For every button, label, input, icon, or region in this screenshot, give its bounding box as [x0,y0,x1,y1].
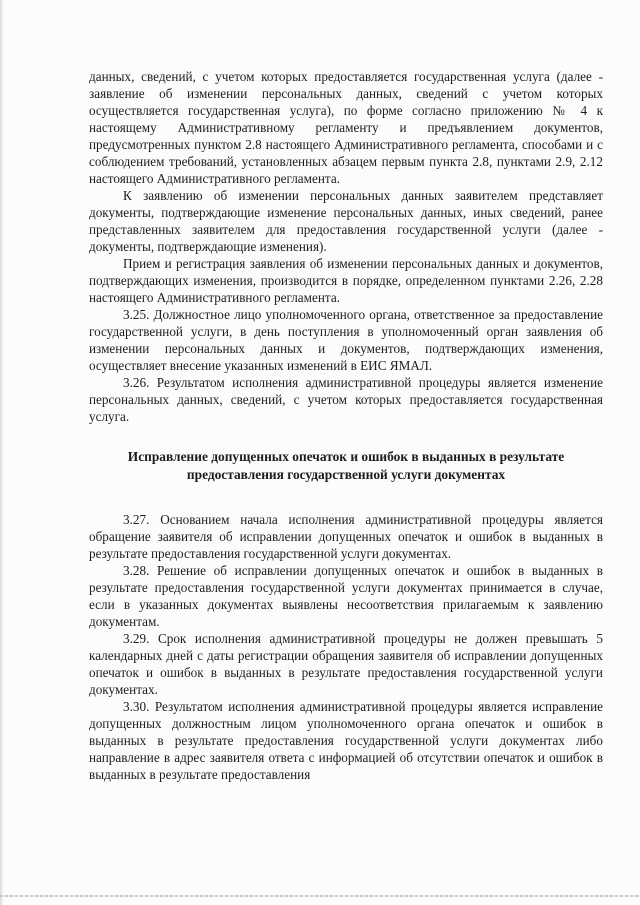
paragraph-3-28: 3.28. Решение об исправлении допущенных опечаток и ошибок в выданных в результате предоставления государственной услуги документах принимается в случае, если в указанных документах выявлены несоответствия прилагаемым к заявлению документам. [89,563,603,629]
paragraph-3-26: 3.26. Результатом исполнения административной процедуры является изменение персональных данных, сведений, с учетом которых предоставляется государственная услуга. [89,375,603,424]
paragraph-continuation: данных, сведений, с учетом которых предоставляется государственная услуга (далее - заявление об изменении персональных данных, сведений с учетом которых осуществляется государственная услуга), по форме согласно приложению № 4 к настоящему Административному регламенту и предъявлением документов, предусмотренных пунктом 2.8 настоящего Административного регламента, способами и с соблюдением требований, установленных абзацем первым пункта 2.8, пунктами 2.9, 2.12 настоящего Административного регламента. [89,69,603,186]
paragraph-3-25: 3.25. Должностное лицо уполномоченного органа, ответственное за предоставление государственной услуги, в день поступления в уполномоченный орган заявления об изменении персональных данных и документов, подтверждающих изменения, осуществляет внесение указанных изменений в ЕИС ЯМАЛ. [89,307,603,373]
section-heading-line-2: предоставления государственной услуги документах [186,467,506,482]
paragraph-reception-registration: Прием и регистрация заявления об изменении персональных данных и документов, подтверждающих изменения, производится в порядке, определенном пунктами 2.26, 2.28 настоящего Административного регламента. [89,256,603,305]
section-heading-line-1: Исправление допущенных опечаток и ошибок в выданных в результате [127,449,565,464]
paragraph-3-27: 3.27. Основанием начала исполнения административной процедуры является обращение заявителя об исправлении допущенных опечаток и ошибок в выданных в результате предоставления государственной услуги документах. [89,512,603,561]
scan-edge-bottom [0,895,640,897]
paragraph-3-30: 3.30. Результатом исполнения административной процедуры является исправление допущенных должностным лицом уполномоченного органа опечаток и ошибок в выданных в результате предоставления государственной услуги документах либо направление в адрес заявителя ответа с информацией об отсутствии опечаток и ошибок в выданных в результате предоставления [89,699,603,782]
paragraph-documents-confirming-changes: К заявлению об изменении персональных данных заявителем представляет документы, подтверждающие изменение персональных данных, иных сведений, ранее представленных заявителем для предоставления государственной услуги (далее - документы, подтверждающие изменения). [89,188,603,254]
section-heading [89,448,603,484]
paragraph-3-29: 3.29. Срок исполнения административной процедуры не должен превышать 5 календарных дней с даты регистрации обращения заявителя об исправлении допущенных опечаток и ошибок в выданных в результате предоставления государственной услуги документах. [89,631,603,697]
document-body [89,68,603,783]
scan-edge-left [0,0,3,905]
